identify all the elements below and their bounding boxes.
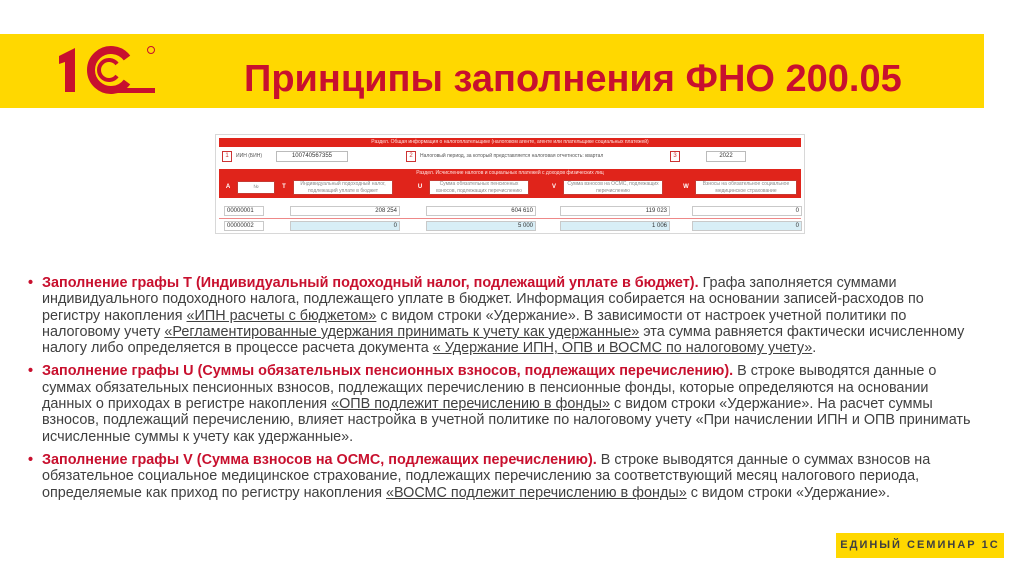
field3-value: 2022 — [706, 151, 746, 162]
bullet-text: В строке выводятся данные о суммах обязательных пенсионных взносов, подлежащих перечислению в пенсионные фонды, которые определяются на основании данных о приходах в регистре накопления — [42, 363, 937, 413]
section1-title: Раздел. Общая информация о налогоплательщике (налоговом агенте, агенте или плательщике социальных платежей) — [219, 138, 801, 147]
col-w-letter: W — [683, 184, 689, 190]
bullet-text: с видом строки «Удержание». На расчет суммы взносов, подлежащий перечислению, влияет настройка в учетной политике по налоговому учету «При начислении ИПН и ОПВ принимать исчисленные суммы к учету как удержанные». — [42, 396, 971, 445]
bullet-list — [28, 275, 980, 508]
bullet-dot-icon: • — [28, 451, 34, 468]
section2-title: Раздел. Исчисление налогов и социальных платежей с доходов физических лиц — [219, 169, 801, 178]
bullet-dot-icon: • — [28, 363, 34, 380]
col-w-label: Взносы на обязательное социальное медицинское страхование — [695, 180, 797, 195]
policy-link[interactable]: «Регламентированные удержания принимать к учету как удержанные» — [164, 323, 640, 340]
column-header-row — [219, 178, 801, 198]
row2-id: 00000002 — [224, 221, 264, 231]
field3-number: 3 — [670, 151, 680, 162]
field1-label: ИИН (БИН) — [236, 153, 263, 159]
register-link[interactable]: «ОПВ подлежит перечислению в фонды» — [331, 396, 611, 413]
register-link[interactable]: «ВОСМС подлежит перечислению в фонды» — [386, 484, 687, 501]
row-divider — [219, 218, 801, 219]
bullet-lead: Заполнение графы V (Сумма взносов на ОСМС, подлежащих перечислению). — [42, 451, 597, 468]
col-a-letter: A — [225, 184, 231, 190]
bullet-item-u — [28, 363, 980, 444]
col-t-label: Индивидуальный подоходный налог, подлежащий уплате в бюджет — [293, 180, 393, 195]
bullet-item-t — [28, 275, 980, 356]
bullet-text: В строке выводятся данные о суммах взносов на обязательное социальное медицинское страхование, подлежащих перечислению за соответствующий месяц налогового периода, определяемые как приход по регистру накопления — [42, 451, 931, 501]
col-u-letter: U — [417, 184, 423, 190]
col-t-letter: T — [282, 184, 286, 190]
row2-u-value: 5 000 — [426, 221, 536, 231]
row1-u-value: 604 610 — [426, 206, 536, 216]
row2-t-value: 0 — [290, 221, 400, 231]
col-u-label: Сумма обязательных пенсионных взносов, подлежащих перечислению — [429, 180, 529, 195]
bullet-text: . — [812, 340, 817, 357]
field2-label: Налоговый период, за который представляется налоговая отчетность: квартал — [420, 153, 604, 159]
field2-number: 2 — [406, 151, 416, 162]
col-v-label: Сумма взносов на ОСМС, подлежащих перечислению — [563, 180, 663, 195]
col-a-label: № — [237, 181, 275, 194]
row2-v-value: 1 006 — [560, 221, 670, 231]
page-title: Принципы заполнения ФНО 200.05 — [244, 58, 902, 100]
bullet-text: с видом строки «Удержание». — [686, 484, 891, 501]
col-v-letter: V — [551, 184, 556, 190]
row2-w-value: 0 — [692, 221, 802, 231]
row1-id: 00000001 — [224, 206, 264, 216]
row1-t-value: 208 254 — [290, 206, 400, 216]
field1-number: 1 — [222, 151, 232, 162]
bullet-item-v — [28, 452, 980, 501]
register-link[interactable]: «ИПН расчеты с бюджетом» — [186, 307, 377, 324]
seminar-badge: ЕДИНЫЙ СЕМИНАР 1С — [836, 533, 1004, 558]
row1-w-value: 0 — [692, 206, 802, 216]
bullet-dot-icon: • — [28, 275, 34, 291]
document-link[interactable]: « Удержание ИПН, ОПВ и ВОСМС по налоговому учету» — [432, 340, 813, 357]
bullet-text: Графа заполняется суммами индивидуального подоходного налога, подлежащего уплате в бюджет. Информация собирается на основании записей-расходов по регистру накопления — [42, 275, 924, 324]
bullet-text: с видом строки «Удержание». В зависимости от настроек учетной политики по налоговому учету — [42, 307, 907, 340]
1c-logo — [55, 42, 159, 98]
field1-value: 100740567355 — [276, 151, 348, 162]
row1-v-value: 119 023 — [560, 206, 670, 216]
form-screenshot — [215, 134, 805, 234]
bullet-text: эта сумма равняется фактически исчисленному налогу либо определяется в процессе расчета документа — [42, 323, 965, 357]
bullet-lead: Заполнение графы U (Суммы обязательных пенсионных взносов, подлежащих перечислению). — [42, 363, 734, 380]
bullet-lead: Заполнение графы T (Индивидуальный подоходный налог, подлежащий уплате в бюджет). — [42, 275, 699, 291]
